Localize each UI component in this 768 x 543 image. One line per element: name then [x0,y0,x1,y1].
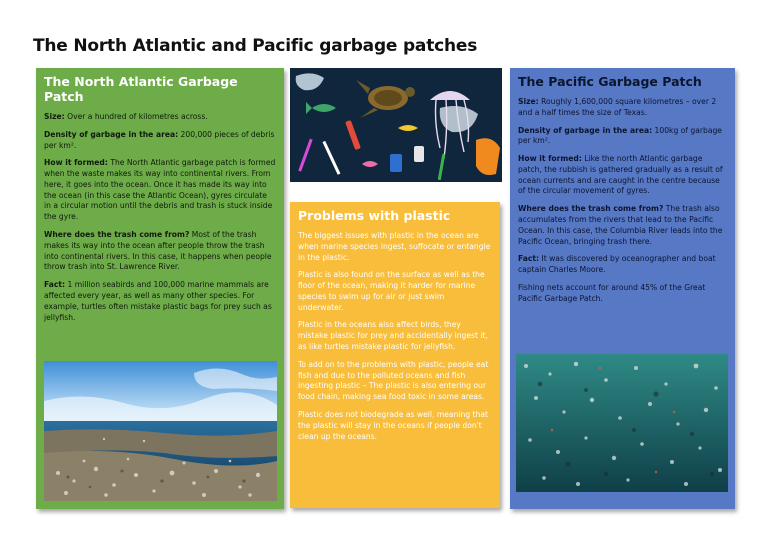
problems-paragraph: The biggest issues with plastic in the ocean are when marine species ingest, suffocate or entangle in the plastic. [298,231,491,262]
problems-paragraph: Plastic is also found on the surface as well as the floor of the ocean, making it harder for marine species to swim up for air or just swim underwater. [298,270,485,312]
pacific-garbage-photo [516,354,728,492]
atlantic-density-text: 200,000 pieces of debris per km². [44,129,275,150]
atlantic-where-text: Most of the trash makes its way into the ocean after people throw the trash into continental rivers. In this case, it happens when people throw trash into St. Lawrence River. [44,230,272,272]
atlantic-density [44,130,276,152]
atlantic-size-label: Size: [44,112,65,121]
atlantic-garbage-photo [44,361,277,501]
pacific-size [518,97,727,119]
pacific-nets: Fishing nets account for around 45% of the Great Pacific Garbage Patch. [518,282,706,303]
pacific-size-label: Size: [518,97,539,106]
pacific-where-label: Where does the trash come from? [518,204,664,214]
pacific-fact-label: Fact: [518,254,540,264]
pacific-how-text: Like the north Atlantic garbage patch, the rubbish is gathered gradually as a result of ocean currents and are caught in the centre because of the circular movement of gyres. [518,154,723,196]
atlantic-where-label: Where does the trash come from? [44,230,190,240]
atlantic-heading: The North Atlantic Garbage Patch [44,74,238,104]
atlantic-fact [44,280,276,323]
atlantic-fact-text: 1 million seabirds and 100,000 marine mammals are affected every year, as well as many other species. For example, turtles often mistake plastic bags for prey such as jellyfish. [44,280,272,322]
atlantic-how [44,158,276,223]
pacific-density-label: Density of garbage in the area: [518,125,653,135]
atlantic-fact-label: Fact: [44,280,66,290]
pacific-density-text: 100kg of garbage per km². [518,125,722,146]
pacific-density [518,126,727,148]
atlantic-size [44,112,276,123]
pacific-how [518,154,727,197]
atlantic-size-text: Over a hundred of kilometres across. [64,112,208,121]
ocean-plastic-illustration [290,68,502,182]
pacific-fact-text: It was discovered by oceanographer and boat captain Charles Moore. [518,254,716,275]
problems-paragraph: Plastic does not biodegrade as well, meaning that the plastic will stay in the oceans if people don't clean up the oceans. [298,409,488,441]
problems-panel [290,202,500,508]
pacific-heading: The Pacific Garbage Patch [518,74,702,89]
pacific-size-text: Roughly 1,600,000 square kilometres – over 2 and a half times the size of Texas. [518,97,717,117]
atlantic-how-text: The North Atlantic garbage patch is formed when the waste makes its way into continental rivers. From here, it goes into the ocean. Once it has made its way into the ocean (in this case the Atlantic Ocean), gyres circulate in a circular motion until the debris and trash is stuck inside the gyre. [44,158,276,222]
pacific-where [518,204,727,247]
problems-paragraph: To add on to the problems with plastic, people eat fish and due to the polluted oceans and fish ingesting plastic – The plastic is also entering our food chain, making sea food toxic in some areas. [298,359,489,402]
pacific-how-label: How it formed: [518,154,582,164]
pacific-where-text: The trash also accumulates from the rivers that lead to the Pacific Ocean. In this case, the Columbia River leads into the Pacific Ocean, bringing trash there. [518,204,723,246]
problems-heading: Problems with plastic [298,208,451,223]
atlantic-how-label: How it formed: [44,158,108,168]
problems-paragraph: Plastic in the oceans also affect birds, they mistake plastic for prey and accidentally ingest it, as like turtles mistake plastic for jellyfish. [298,320,488,352]
atlantic-density-label: Density of garbage in the area: [44,129,179,139]
pacific-fact [518,254,727,276]
atlantic-where [44,230,276,273]
page-title: The North Atlantic and Pacific garbage patches [33,36,478,56]
